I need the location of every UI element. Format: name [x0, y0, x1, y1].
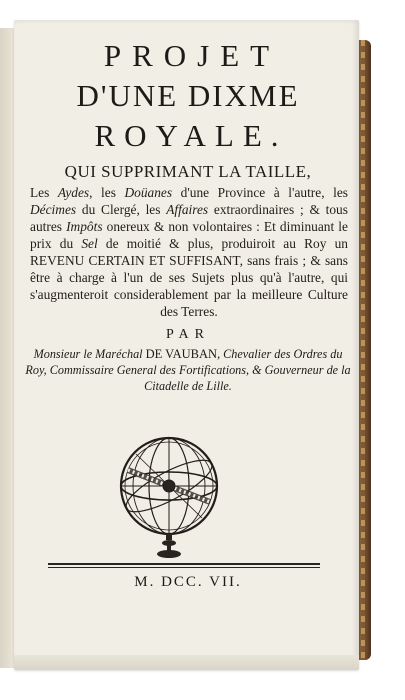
body-affaires: Affaires	[166, 202, 209, 217]
body-text-5: extraordinaires ; & tous autres	[30, 202, 348, 234]
author-titles: , Chevalier des Ordres du Roy, Commissaire General des Fortifications, & Gouverneur de la Citadelle de Lille.	[25, 347, 351, 393]
body-text-1: Les	[30, 185, 50, 200]
body-text-7: de moitié & plus, produiroit au Roy un REVENU CERTAIN ET SUFFISANT, sans frais ; & sans être à charge à l'un de ses Sujets plus qu'à l'autre, qui s'augmenteroit considerablement par la meilleure Culture des Terres.	[30, 236, 349, 319]
author-name: DE VAUBAN	[145, 347, 218, 361]
subtitle: QUI SUPPRIMANT LA TAILLE,	[64, 162, 312, 181]
page-bottom-edge	[14, 655, 359, 670]
description-paragraph	[30, 184, 348, 320]
title-page-content	[18, 36, 358, 656]
imprint-date: M. DCC. VII.	[134, 574, 242, 590]
body-decimes: Décimes	[30, 202, 77, 217]
title-line-1: PROJET	[103, 38, 281, 73]
body-impots: Impôts	[66, 219, 103, 234]
title-line-3: ROYALE.	[94, 118, 288, 153]
author-prefix: Monsieur le Maréchal	[33, 347, 143, 361]
par-label: PAR	[166, 327, 210, 342]
body-text-6: onereux & non volontaires : Et diminuant le prix du	[30, 219, 348, 251]
spine-gilt-decoration	[361, 40, 365, 660]
author-block	[22, 346, 354, 394]
body-douanes: Doüanes	[124, 185, 173, 200]
title-line-2: D'UNE DIXME	[76, 78, 300, 113]
armillary-sphere-icon	[114, 434, 224, 559]
body-aydes: Aydes	[57, 185, 90, 200]
body-text-4: du Clergé, les	[81, 202, 161, 217]
double-rule-top	[48, 563, 320, 565]
body-text-3: d'une Province à l'autre, les	[180, 185, 348, 200]
body-sel: Sel	[81, 236, 98, 251]
body-text-2: , les	[89, 185, 116, 200]
double-rule-bottom	[48, 567, 320, 568]
